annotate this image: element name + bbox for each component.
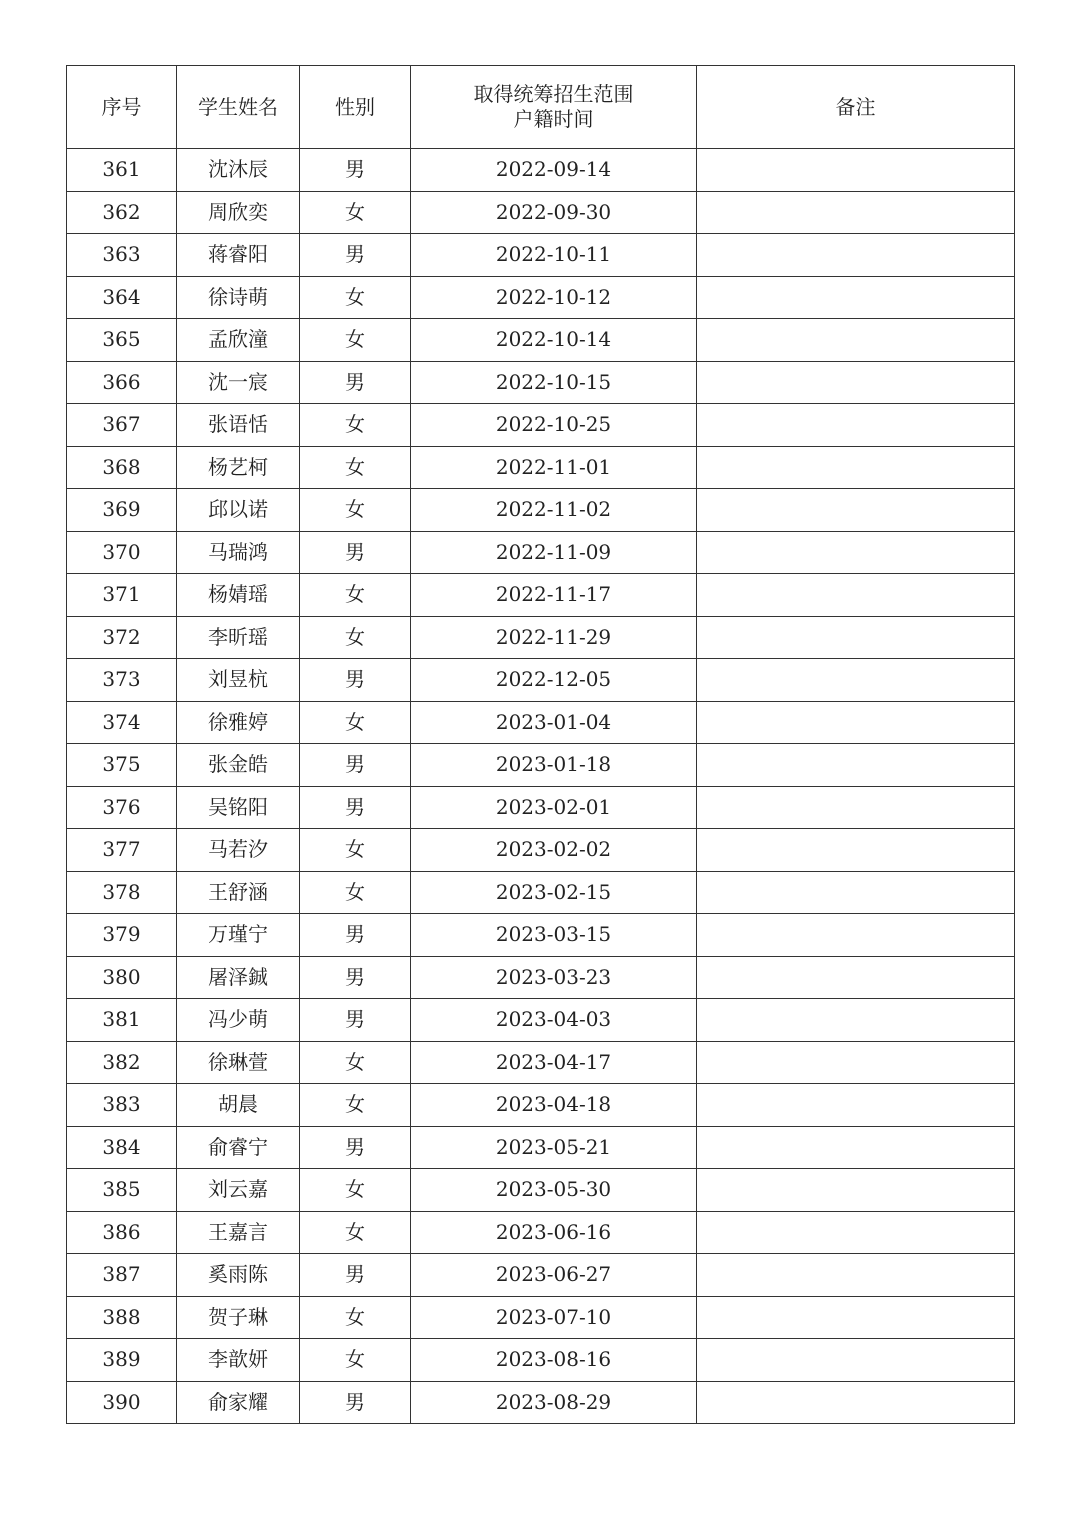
cell-student-name: 俞睿宁 [177,1126,300,1169]
cell-gender: 女 [300,1084,411,1127]
table-row [67,1339,1015,1382]
cell-student-name: 冯少萌 [177,999,300,1042]
cell-student-name: 周欣奕 [177,191,300,234]
cell-serial-number: 377 [67,829,177,872]
cell-gender: 男 [300,786,411,829]
header-student-name: 学生姓名 [177,66,300,149]
table-row [67,234,1015,277]
cell-gender: 女 [300,616,411,659]
cell-student-name: 沈沐辰 [177,149,300,192]
cell-remarks [697,574,1015,617]
cell-serial-number: 361 [67,149,177,192]
cell-gender: 男 [300,234,411,277]
cell-serial-number: 379 [67,914,177,957]
header-remarks: 备注 [697,66,1015,149]
cell-student-name: 屠泽鋮 [177,956,300,999]
cell-remarks [697,829,1015,872]
cell-student-name: 李歆妍 [177,1339,300,1382]
cell-registration-date: 2022-11-29 [411,616,697,659]
table-row [67,999,1015,1042]
cell-student-name: 奚雨陈 [177,1254,300,1297]
cell-serial-number: 385 [67,1169,177,1212]
cell-serial-number: 368 [67,446,177,489]
cell-student-name: 张语恬 [177,404,300,447]
cell-gender: 女 [300,1041,411,1084]
cell-serial-number: 384 [67,1126,177,1169]
cell-serial-number: 371 [67,574,177,617]
table-row [67,574,1015,617]
cell-gender: 女 [300,1169,411,1212]
cell-registration-date: 2022-10-12 [411,276,697,319]
cell-student-name: 胡晨 [177,1084,300,1127]
cell-registration-date: 2022-09-30 [411,191,697,234]
cell-student-name: 马瑞鸿 [177,531,300,574]
cell-gender: 女 [300,574,411,617]
cell-registration-date: 2022-11-01 [411,446,697,489]
cell-gender: 女 [300,1296,411,1339]
table-row [67,744,1015,787]
table-row [67,276,1015,319]
cell-serial-number: 380 [67,956,177,999]
cell-registration-date: 2023-04-03 [411,999,697,1042]
table-row [67,956,1015,999]
cell-remarks [697,1169,1015,1212]
table-row [67,1296,1015,1339]
cell-student-name: 徐雅婷 [177,701,300,744]
table-row [67,871,1015,914]
cell-serial-number: 375 [67,744,177,787]
cell-gender: 女 [300,276,411,319]
cell-remarks [697,744,1015,787]
table-row [67,1211,1015,1254]
cell-registration-date: 2022-10-11 [411,234,697,277]
cell-serial-number: 386 [67,1211,177,1254]
header-registration-date-line1: 取得统筹招生范围 [473,82,634,106]
cell-registration-date: 2023-01-18 [411,744,697,787]
cell-student-name: 徐诗萌 [177,276,300,319]
cell-remarks [697,616,1015,659]
student-roster-table [66,65,1015,1424]
cell-serial-number: 372 [67,616,177,659]
cell-student-name: 俞家耀 [177,1381,300,1424]
cell-student-name: 贺子琳 [177,1296,300,1339]
cell-serial-number: 381 [67,999,177,1042]
cell-remarks [697,446,1015,489]
cell-remarks [697,404,1015,447]
cell-registration-date: 2022-12-05 [411,659,697,702]
cell-student-name: 王嘉言 [177,1211,300,1254]
cell-registration-date: 2022-10-25 [411,404,697,447]
cell-registration-date: 2023-02-01 [411,786,697,829]
table-row [67,786,1015,829]
cell-gender: 男 [300,1126,411,1169]
cell-serial-number: 362 [67,191,177,234]
cell-student-name: 杨婧瑶 [177,574,300,617]
cell-student-name: 蒋睿阳 [177,234,300,277]
cell-registration-date: 2023-01-04 [411,701,697,744]
cell-student-name: 李昕瑶 [177,616,300,659]
cell-registration-date: 2022-11-17 [411,574,697,617]
cell-registration-date: 2022-11-09 [411,531,697,574]
cell-gender: 女 [300,701,411,744]
cell-remarks [697,234,1015,277]
cell-remarks [697,276,1015,319]
cell-remarks [697,1211,1015,1254]
cell-serial-number: 390 [67,1381,177,1424]
table-row [67,701,1015,744]
header-gender: 性别 [300,66,411,149]
table-row [67,191,1015,234]
cell-remarks [697,531,1015,574]
cell-registration-date: 2023-08-16 [411,1339,697,1382]
cell-student-name: 刘云嘉 [177,1169,300,1212]
cell-gender: 女 [300,829,411,872]
cell-registration-date: 2022-10-14 [411,319,697,362]
cell-serial-number: 364 [67,276,177,319]
table-row [67,361,1015,404]
table-row [67,531,1015,574]
cell-student-name: 邱以诺 [177,489,300,532]
cell-registration-date: 2022-09-14 [411,149,697,192]
cell-registration-date: 2022-11-02 [411,489,697,532]
table-row [67,149,1015,192]
header-serial-number: 序号 [67,66,177,149]
cell-serial-number: 374 [67,701,177,744]
cell-gender: 女 [300,871,411,914]
cell-registration-date: 2023-06-27 [411,1254,697,1297]
cell-gender: 男 [300,531,411,574]
table-row [67,404,1015,447]
cell-remarks [697,1084,1015,1127]
cell-student-name: 马若汐 [177,829,300,872]
table-row [67,319,1015,362]
cell-registration-date: 2023-08-29 [411,1381,697,1424]
table-body [67,149,1015,1424]
cell-serial-number: 370 [67,531,177,574]
cell-student-name: 沈一宸 [177,361,300,404]
cell-remarks [697,956,1015,999]
table-row [67,1381,1015,1424]
cell-remarks [697,999,1015,1042]
cell-serial-number: 387 [67,1254,177,1297]
cell-remarks [697,914,1015,957]
cell-gender: 男 [300,744,411,787]
table-row [67,1041,1015,1084]
cell-serial-number: 373 [67,659,177,702]
table-row [67,616,1015,659]
cell-registration-date: 2023-04-17 [411,1041,697,1084]
cell-student-name: 杨艺柯 [177,446,300,489]
cell-serial-number: 367 [67,404,177,447]
cell-student-name: 吴铭阳 [177,786,300,829]
cell-remarks [697,1339,1015,1382]
cell-gender: 男 [300,956,411,999]
cell-serial-number: 369 [67,489,177,532]
cell-remarks [697,191,1015,234]
cell-gender: 女 [300,1211,411,1254]
cell-gender: 女 [300,191,411,234]
cell-gender: 男 [300,1254,411,1297]
cell-student-name: 王舒涵 [177,871,300,914]
cell-gender: 女 [300,319,411,362]
table-row [67,489,1015,532]
table-row [67,829,1015,872]
cell-student-name: 徐琳萱 [177,1041,300,1084]
cell-serial-number: 365 [67,319,177,362]
cell-registration-date: 2023-07-10 [411,1296,697,1339]
table-row [67,1169,1015,1212]
table-row [67,446,1015,489]
cell-remarks [697,1041,1015,1084]
cell-remarks [697,149,1015,192]
cell-gender: 男 [300,1381,411,1424]
cell-remarks [697,1126,1015,1169]
table-row [67,914,1015,957]
cell-gender: 女 [300,446,411,489]
cell-registration-date: 2023-02-15 [411,871,697,914]
cell-remarks [697,871,1015,914]
cell-gender: 男 [300,149,411,192]
cell-registration-date: 2023-02-02 [411,829,697,872]
cell-remarks [697,1254,1015,1297]
cell-registration-date: 2023-06-16 [411,1211,697,1254]
cell-registration-date: 2023-03-23 [411,956,697,999]
cell-gender: 女 [300,1339,411,1382]
cell-remarks [697,1296,1015,1339]
table-row [67,1084,1015,1127]
cell-remarks [697,1381,1015,1424]
cell-registration-date: 2022-10-15 [411,361,697,404]
cell-gender: 女 [300,404,411,447]
header-registration-date [411,66,697,149]
cell-serial-number: 383 [67,1084,177,1127]
table-row [67,1126,1015,1169]
cell-student-name: 刘昱杭 [177,659,300,702]
cell-gender: 女 [300,489,411,532]
cell-serial-number: 366 [67,361,177,404]
cell-registration-date: 2023-05-21 [411,1126,697,1169]
cell-serial-number: 382 [67,1041,177,1084]
cell-registration-date: 2023-04-18 [411,1084,697,1127]
cell-remarks [697,489,1015,532]
cell-serial-number: 378 [67,871,177,914]
header-row [67,66,1015,149]
cell-student-name: 万瑾宁 [177,914,300,957]
cell-gender: 男 [300,659,411,702]
cell-serial-number: 388 [67,1296,177,1339]
cell-remarks [697,659,1015,702]
cell-gender: 男 [300,999,411,1042]
cell-serial-number: 389 [67,1339,177,1382]
cell-remarks [697,319,1015,362]
cell-serial-number: 363 [67,234,177,277]
cell-gender: 男 [300,361,411,404]
table-row [67,1254,1015,1297]
table-header [67,66,1015,149]
cell-registration-date: 2023-03-15 [411,914,697,957]
cell-registration-date: 2023-05-30 [411,1169,697,1212]
cell-remarks [697,361,1015,404]
table-row [67,659,1015,702]
cell-remarks [697,786,1015,829]
cell-student-name: 孟欣潼 [177,319,300,362]
cell-student-name: 张金皓 [177,744,300,787]
header-registration-date-line2: 户籍时间 [513,107,594,131]
cell-remarks [697,701,1015,744]
cell-gender: 男 [300,914,411,957]
cell-serial-number: 376 [67,786,177,829]
